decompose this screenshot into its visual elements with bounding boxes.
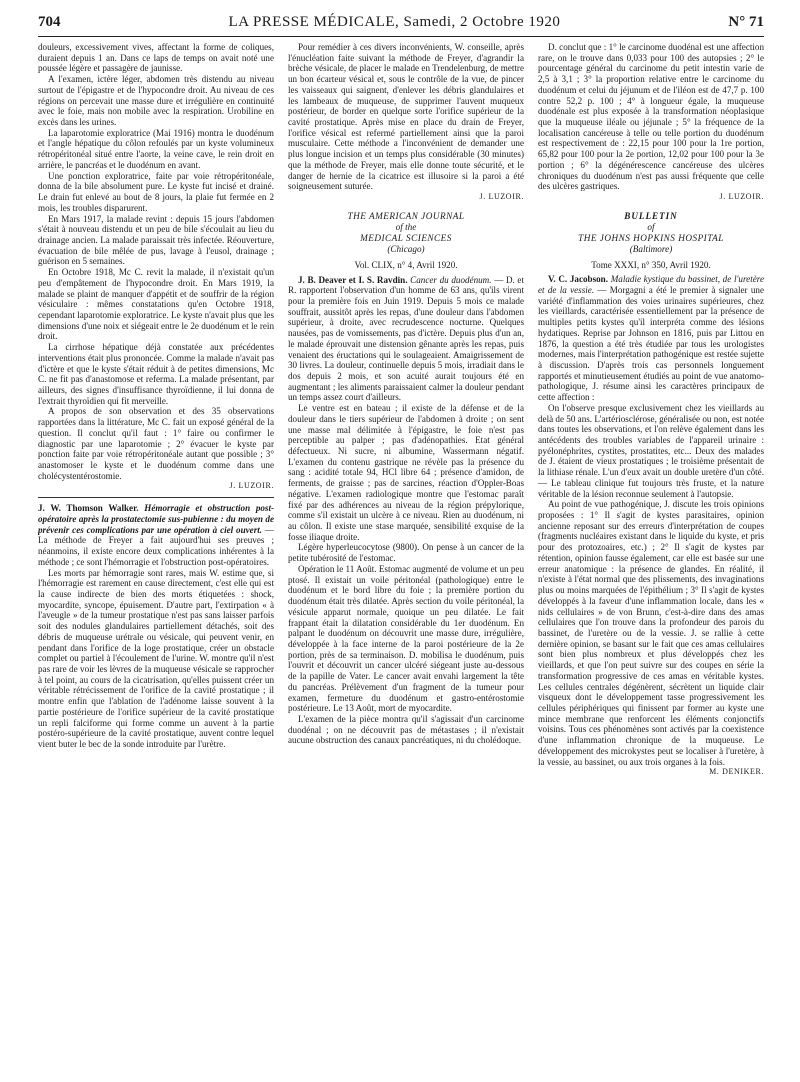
article-title: Cancer du duodénum. [410,274,492,285]
page-number: 704 [38,14,61,30]
article-lead: — La méthode de Freyer a fait aujourd'hui ses preuves ; néanmoins, il existe encore deux complications inhérentes à la méthode ; ce sont l'hémorragie et l'obstruction post-opératoires. [38,524,274,567]
signature: M. DENIKER. [709,767,764,777]
signature: J. LUZOIR. [479,192,524,202]
paragraph: A propos de son observation et des 35 observations rapportées dans la littérature, Mc C. fait un exposé général de la question. Il conclut qu'il faut : 1° faire ou confirmer le diagnostic par une laparotomie ; 2° évacuer le kyste par ponction faite par voie rétropéritonéale autant que possible ; 3° anastomoser le kyste et le duodénum comme dans une cholécystentérostomie. [38,406,274,481]
article-separator [38,497,274,498]
article-lead: — Morgagni a été le premier à signaler une variété d'inflammation des voies urinaires supérieures, chez les vieillards, caractérisée essentiellement par la présence de multiples petits kystes qu'il interpréta comme des lésions hydatiques. Reprise par Johnson en 1816, puis par Littou en 1876, la question a été très étudiée par tous les urologistes modernes, mais l'interprétation pathogénique est restée sujette à discussion. D'après trois cas personnels longuement rapportés et minutieusement étudiés au point de vue anatomo-pathologique, J. résume ainsi les caractères principaux de cette affection : [538,284,764,403]
journal-title: LA PRESSE MÉDICALE, Samedi, 2 Octobre 1920 [228,14,561,30]
paragraph: D. conclut que : 1° le carcinome duodénal est une affection rare, on le trouve dans 0,033 pour 100 des autopsies ; 2° le pourcentage général du carcinome du petit intestin varie de 2,5 à 3,1 ; 3° la proportion relative entre le carcinome du duodénum et celui du jéjunum et de l'iléon est de 47,7 p. 100 contre 52,2 p. 100 ; 4° à longueur égale, la muqueuse duodénale est plus exposée à la transformation néoplasique que la muqueuse iléale ou jéjunale ; 5° la fréquence de la localisation cancéreuse à telle ou telle portion du duodénum est respectivement de : 22,15 pour 100 pour la 1re portion, 65,82 pour 100 pour la 2e portion, 12,02 pour 100 pour la 3e portion ; 6° la dégénérescence cancéreuse des ulcères chroniques du duodénum n'est pas aussi fréquente que celle des ulcères gastriques. [538,42,764,192]
signature: J. LUZOIR. [719,192,764,202]
column-3 [538,42,764,1042]
column-2 [288,42,524,1042]
article-intro [288,275,524,404]
volume-line: Vol. CLIX, n° 4, Avril 1920. [354,259,458,270]
paragraph: En Mars 1917, la malade revint : depuis 15 jours l'abdomen s'était à nouveau distendu et un peu de bile s'écoulait au lieu du drainage ancien. La malade paraissait très infectée. Réouverture, évacuation de bile mêlée de pus, lavage à l'eusol, drainage ; guérison en 5 semaines. [38,213,274,267]
paragraph: On l'observe presque exclusivement chez les vieillards au delà de 50 ans. L'artériosclérose, généralisée ou non, est notée dans toutes les observations, et l'on relève également dans les antécédents des troubles variables de l'appareil urinaire : pyélonéphrites, cystites, prostatites, etc... Deux des malades de J. étaient de vieux prostatiques ; le troisième présentait de la lithiase rénale. L'un d'eux avait un double uretère d'un côté. — Le tableau clinique fut toujours très fruste, et la nature véritable de la lésion reconnue seulement à l'autopsie. [538,402,764,499]
journal-heading: of [647,221,655,232]
journal-heading: (Baltimore) [629,243,673,254]
paragraph: Le ventre est en bateau ; il existe de la défense et de la douleur dans le tiers supérieur de l'abdomen à droite ; on sent une masse mal délimitée à l'épigastre, le foie n'est pas perceptible au palper ; pas d'adénopathies. Etat général défectueux. Ni sucre, ni albumine, Wassermann négatif. L'examen du contenu gastrique ne révèle pas la présence du sang : acidité totale 94, HCl libre 64 ; présence d'amidon, de ferments, de graisse ; pas de sarcines, réaction d'Oppler-Boas négative. L'examen radiologique montre que l'estomac paraît fixé par des adhérences au niveau de la région prépylorique, comme s'il existait un ulcère à ce niveau. Rien au duodénum, ni au côlon. Il existe une stase marquée, sensibilité exquise de la fosse iliaque droite. [288,403,524,542]
article-lead: — D. et R. rapportent l'observation d'un homme de 63 ans, qu'ils virent pour la première fois en Juin 1919. Depuis 5 mois ce malade souffrait, aussitôt après les repas, d'une douleur dans l'abdomen supérieur, à droite, avec recrudescence nocturne. Quelques nausées, pas de vomissements, pas d'ictère. Depuis plus d'un an, le malade éprouvait une distension gênante après les repas, puis venaient des éructations qui le soulageaient. Amaigrissement de 30 livres. La douleur, continuelle depuis 5 mois, irradiait dans le dos depuis 2 mois, et son acuité aurait toujours été en augmentant ; les aliments paraissaient calmer la douleur pendant un temps assez court d'ailleurs. [288,274,524,403]
article-intro [38,503,274,567]
paragraph: A l'examen, ictère léger, abdomen très distendu au niveau surtout de l'épigastre et de l'hypocondre droit. Au niveau de ces régions on percevait une masse dure et irrégulière en continuité avec le foie, mais non mobile avec la respiration. Urobiline en excès dans les urines. [38,74,274,128]
paragraph: Opération le 11 Août. Estomac augmenté de volume et un peu ptosé. Il existait un voile péritonéal (pathologique) entre le duodénum et le bord libre du foie ; la première portion du duodénum était très dilatée. Après section du voile péritonéal, la vésicule apparut normale, quoique un peu dilatée. Le fait frappant était la dilatation considérable du 1er duodénum. En palpant le duodénum on découvrit une masse dure, irrégulière, développée à la face interne de la paroi postérieure de la 2e portion, près de sa terminaison. D. mobilisa le duodénum, puis l'ouvrit et découvrit un cancer ulcéré siégeant juste au-dessous de la papille de Vater. Le cancer avait envahi largement la tête du pancréas. Prélèvement d'un fragment de la tumeur pour examen, fermeture du duodénum et gastro-entérostomie postérieure. Le 13 Août, mort de myocardite. [288,563,524,714]
article-author: V. C. Jacobson. [548,274,609,285]
paragraph: Pour remédier à ces divers inconvénients, W. conseille, après l'énucléation faite suivant la méthode de Freyer, d'agrandir la brèche vésicale, de placer le malade en Trendelenburg, de mettre un bon écarteur vésical et, sous le contrôle de la vue, de pincer les vaisseaux qui saignent, d'enlever les débris glandulaires et les lambeaux de muqueuse, de supprimer l'auvent muqueux postérieur, de border en quelque sorte l'orifice supérieur de la cavité prostatique. Après mise en place du drain de Freyer, l'orifice vésical est refermé partiellement ainsi que la paroi musculaire. Cette méthode a l'inconvénient de demander une plus longue incision et un temps plus considérable (30 minutes) que la méthode de Freyer, mais elle donne toute sécurité, et le danger de hernie de la cicatrice est illusoire si la paroi a été soigneusement suturée. [288,42,524,192]
paragraph: La laparotomie exploratrice (Mai 1916) montra le duodénum et l'angle hépatique du côlon refoulés par un kyste volumineux rétropéritonéal situé entre l'aorte, la veine cave, le rein droit en arrière, le pancréas et le duodénum en avant. [38,127,274,170]
article-intro [538,274,764,403]
paragraph: douleurs, excessivement vives, affectant la forme de coliques, duraient depuis 1 an. Dans ce laps de temps on avait noté une poussée légère et passagère de jaunisse. [38,42,274,74]
journal-heading: THE JOHNS HOPKINS HOSPITAL [578,232,724,243]
page-header [38,14,764,36]
article-title: Hémorragie et obstruction post-opératoire après la prostatectomie sus-pubienne : du moyen de prévenir ces complications par une opération à ciel ouvert. [38,503,274,535]
issue-number: N° 71 [728,14,764,30]
article-title: Maladie kystique du bassinet, de l'uretère et de la vessie. [538,274,764,295]
paragraph: La cirrhose hépatique déjà constatée aux précédentes interventions était plus prononcée. Comme la malade n'avait pas d'ictère et que le kyste s'était réduit à de petites dimensions, Mc C. ne fit pas d'anastomose et referma. La malade présentant, par ailleurs, des signes d'insuffisance thyroïdienne, il lui donna de l'extrait thyroïdien qui fit merveille. [38,342,274,406]
paragraph: En Octobre 1918, Mc C. revit la malade, il n'existait qu'un peu d'empâtement de l'hypocondre droit. En Mars 1919, la malade se plaint de manquer d'appétit et de souffrir de la région vésiculaire : mêmes constatations qu'en Octobre 1918, cependant laparotomie exploratrice. Le kyste n'avait plus que les dimensions d'une noix et siégeait entre le 2e duodénum et le rein droit. [38,267,274,342]
paragraph: L'examen de la pièce montra qu'il s'agissait d'un carcinome duodénal ; on ne découvrit pas de métastases ; il n'existait aucune obstruction des canaux pancréatiques, ni du cholédoque. [288,713,524,746]
paragraph: Légère hyperleucocytose (9800). On pense à un cancer de la petite tubérosité de l'estomac. [288,542,524,564]
column-1 [38,42,274,1042]
journal-heading: (Chicago) [387,243,425,254]
paragraph: Une ponction exploratrice, faite par voie rétropéritonéale, donna de la bile absolument pure. Le kyste fut incisé et drainé. Le drain fut enlevé au bout de 8 jours, la plaie fut fermée en 2 mois, les troubles disparurent. [38,170,274,213]
paragraph: Au point de vue pathogénique, J. discute les trois opinions proposées : 1° Il s'agit de kystes parasitaires, opinion ancienne reposant sur des erreurs d'interprétation de coupes (fragments nucléaires existant dans le liquide du kyste, et pris pour des protozoaires, etc.) ; 2° Il s'agit de kystes par rétention, opinion fausse également, car elle est basée sur une erreur anatomique : la présence de glandes. En réalité, il n'existe à l'état normal que des plissements, des invaginations plus ou moins marquées de l'épithélium ; 3° Il s'agit de kystes développés à la faveur d'une inflammation locale, dans les « nids cellulaires » de von Brunn, c'est-à-dire dans des amas cellulaires que l'on trouve dans la profondeur des parois du bassinet, de l'uretère ou de la vessie. J. se rallie à cette dernière opinion, se basant sur le fait que ces amas cellulaires sont bien plus nombreux et plus développés chez les vieillards, et que l'on peut suivre sur des coupes en série la transformation progressive de ces amas en véritable kystes. Les cellules centrales dégénèrent, sécrètent un liquide clair visqueux dont le développement tasse progressivement les cellules périphériques qui finissent par former au kyste une mince membrane que renforcent les éléments conjonctifs voisins. Tous ces phénomènes sont activés par la coexistence d'une inflammation chronique de la muqueuse. Le développement des microkystes peut se localiser à l'uretère, à la vessie, au bassinet, ou aux trois organes à la fois. [538,499,764,767]
journal-heading: BULLETIN [624,210,678,221]
journal-heading: THE AMERICAN JOURNAL [347,210,465,221]
article-author: J. B. Deaver et I. S. Ravdin. [298,274,408,285]
paragraph: Les morts par hémorragie sont rares, mais W. estime que, si l'hémorragie est rarement en cause directement, c'est elle qui est la cause indirecte de bien des morts étiquetées : shock, myocardite, syncope, épuisement. D'autre part, l'extirpation « à l'aveugle » de la tumeur prostatique n'est pas sans laisser parfois soit des nodules glandulaires partiellement détachés, soit des débris de muqueuse urétrale ou vésicale, qui peuvent venir, en pendant dans l'orifice de la loge prostatique, créer un obstacle complet ou partiel à l'écoulement de l'urine. W. montre qu'il n'est pas rare de voir les lèvres de la muqueuse vésicale se rapprocher à tel point, au cours de la cicatrisation, qu'elles puissent créer un véritable rétrécissement de l'orifice de la cavité prostatique ; il montre enfin que l'ablation de l'adénome laisse souvent à la partie postérieure de l'orifice supérieur de la cavité prostatique un repli falciforme qui forme comme un auvent à la partie postéro-supérieure de la cavité prostatique, auvent contre lequel vient buter le bec de la sonde introduite par l'urètre. [38,567,274,749]
header-rule [38,36,764,37]
volume-line: Tome XXXI, n° 350, Avril 1920. [591,259,711,270]
journal-heading: MEDICAL SCIENCES [360,232,452,243]
article-author: J. W. Thomson Walker. [38,503,139,514]
journal-heading: of the [395,221,417,232]
signature: J. LUZOIR. [229,481,274,491]
